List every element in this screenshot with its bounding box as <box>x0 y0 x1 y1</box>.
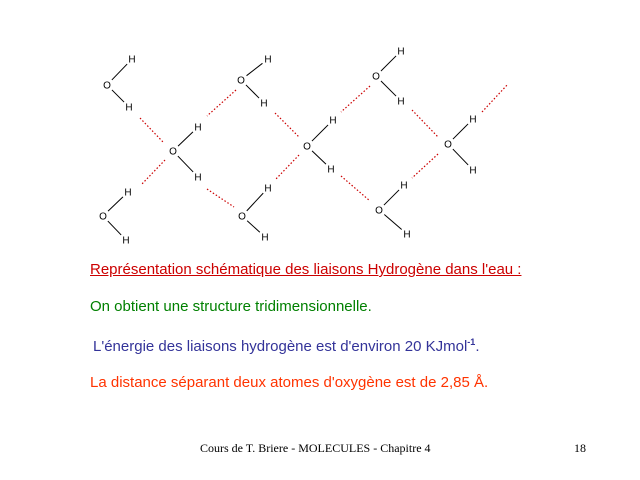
hydrogen-bond <box>341 86 370 112</box>
covalent-bond <box>112 64 127 80</box>
hydrogen-atom: H <box>329 115 337 127</box>
oxygen-atom: O <box>444 139 452 151</box>
covalent-bond <box>246 85 259 98</box>
covalent-bond <box>453 124 468 139</box>
oxygen-atom: O <box>169 146 177 158</box>
hydrogen-atom: H <box>469 165 477 177</box>
hydrogen-atom: H <box>397 46 405 58</box>
hydrogen-atom: H <box>194 172 202 184</box>
hydrogen-bond <box>207 189 234 207</box>
diagram-title: Représentation schématique des liaisons Hydrogène dans l'eau : <box>90 261 522 278</box>
hydrogen-atom: H <box>327 164 335 176</box>
oxygen-atom: O <box>103 80 111 92</box>
covalent-bond <box>112 90 124 102</box>
covalent-bond <box>381 81 396 96</box>
hydrogen-atom: H <box>194 122 202 134</box>
covalent-bond <box>453 149 468 165</box>
covalent-bond <box>247 193 263 211</box>
covalent-bond <box>108 197 123 211</box>
covalent-bond <box>178 156 193 172</box>
structure-statement: On obtient une structure tridimensionnelle. <box>90 298 372 315</box>
hydrogen-atom: H <box>469 114 477 126</box>
bond-energy-period: . <box>475 338 480 355</box>
page-number: 18 <box>574 441 586 455</box>
oxygen-atom: O <box>99 211 107 223</box>
covalent-bond <box>312 125 328 141</box>
covalent-bond <box>381 56 396 71</box>
hydrogen-atom: H <box>264 183 272 195</box>
hydrogen-atom: H <box>261 232 269 244</box>
hydrogen-atom: H <box>403 229 411 241</box>
covalent-bond <box>247 221 260 233</box>
covalent-bond <box>312 151 326 164</box>
covalent-bond <box>247 63 263 75</box>
oxygen-atom: O <box>303 141 311 153</box>
hydrogen-bond <box>140 118 163 142</box>
covalent-bond <box>384 215 401 230</box>
hydrogen-atom: H <box>260 98 268 110</box>
hydrogen-bond <box>412 154 438 178</box>
hydrogen-bond <box>207 90 236 116</box>
oxygen-distance-statement: La distance séparant deux atomes d'oxygène est de 2,85 Å. <box>90 374 489 391</box>
covalent-bond <box>178 132 193 146</box>
oxygen-atom: O <box>375 205 383 217</box>
hydrogen-bond <box>275 113 299 137</box>
hydrogen-atom: H <box>122 235 130 247</box>
hydrogen-atom: H <box>264 54 272 66</box>
hydrogen-atom: H <box>397 96 405 108</box>
hydrogen-bond <box>275 155 299 180</box>
hydrogen-atom: H <box>124 187 132 199</box>
bond-energy-exponent: -1 <box>467 337 476 347</box>
hydrogen-bond <box>412 110 438 137</box>
hydrogen-atom: H <box>125 102 133 114</box>
footer-course-title: Cours de T. Briere - MOLECULES - Chapitre 4 <box>200 441 431 455</box>
bond-energy-text: L'énergie des liaisons hydrogène est d'environ 20 KJmol <box>93 338 468 355</box>
hydrogen-bond <box>341 176 370 201</box>
oxygen-atom: O <box>237 75 245 87</box>
oxygen-atom: O <box>372 71 380 83</box>
hydrogen-atom: H <box>400 180 408 192</box>
covalent-bond <box>384 190 399 205</box>
hydrogen-bond <box>482 84 508 112</box>
oxygen-atom: O <box>238 211 246 223</box>
covalent-bond <box>108 221 121 235</box>
hydrogen-bond <box>141 160 165 185</box>
bond-energy-statement <box>93 338 479 355</box>
hydrogen-atom: H <box>128 54 136 66</box>
